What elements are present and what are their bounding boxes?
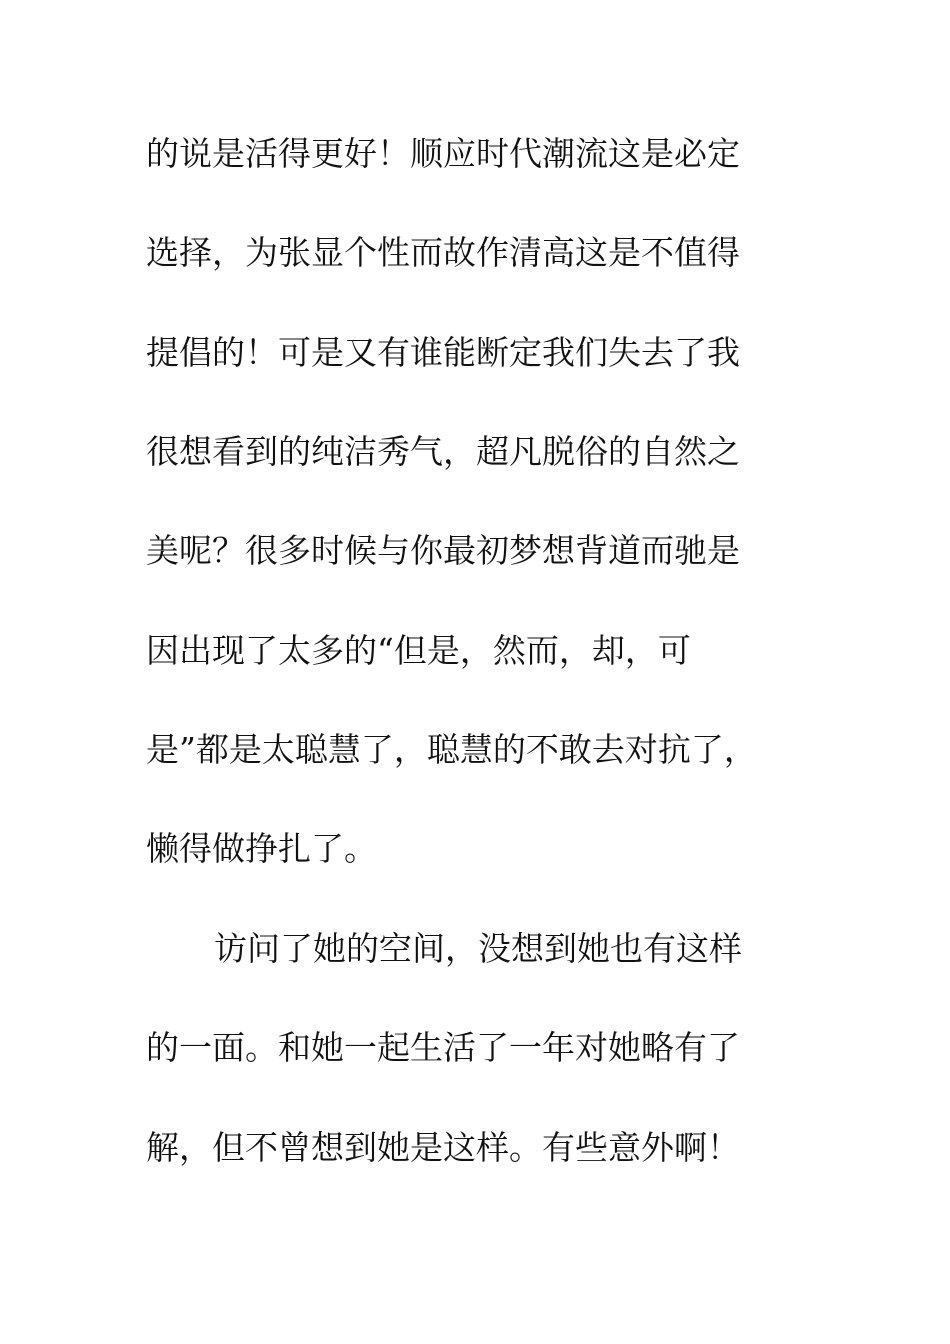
text-line: 是”都是太聪慧了，聪慧的不敢去对抗了， (146, 730, 757, 769)
text-line: 选择，为张显个性而故作清高这是不值得 (146, 233, 740, 272)
text-line: 懒得做挣扎了。 (146, 829, 377, 868)
text-line: 美呢？很多时候与你最初梦想背道而驰是 (146, 531, 740, 570)
text-line: 提倡的！可是又有谁能断定我们失去了我 (146, 333, 740, 372)
text-line: 的一面。和她一起生活了一年对她略有了 (146, 1028, 740, 1067)
paragraph-first-line: 访问了她的空间，没想到她也有这样 (214, 929, 742, 968)
text-line: 的说是活得更好！顺应时代潮流这是必定 (146, 134, 740, 173)
text-line: 因出现了太多的“但是，然而，却，可 (146, 631, 691, 670)
text-line: 解，但不曾想到她是这样。有些意外啊！ (146, 1128, 740, 1167)
text-line: 很想看到的纯洁秀气，超凡脱俗的自然之 (146, 432, 740, 471)
